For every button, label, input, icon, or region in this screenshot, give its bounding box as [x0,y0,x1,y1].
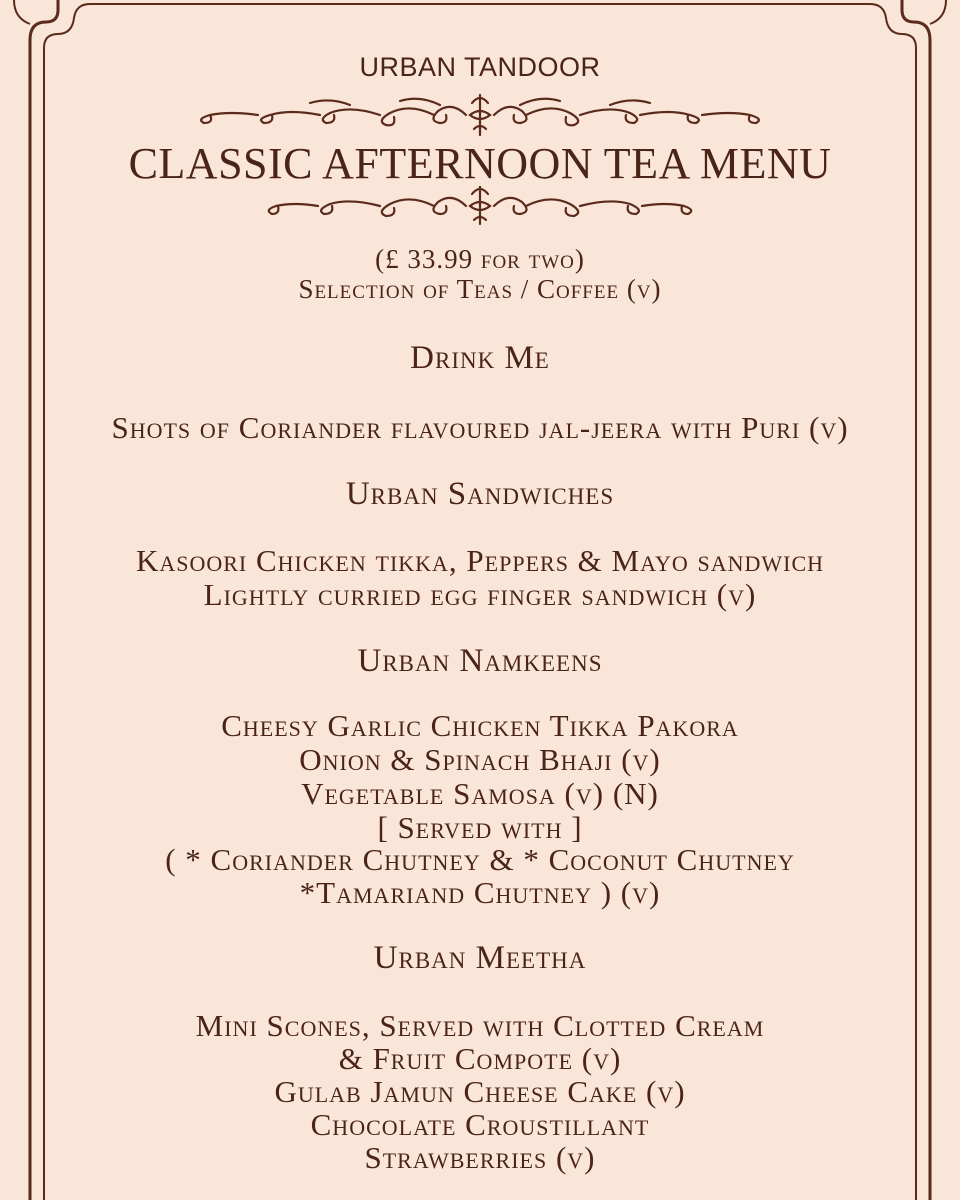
section-heading: Urban Sandwiches [345,476,615,512]
menu-item: Gulab Jamun Cheese Cake (v) [274,1074,686,1109]
menu-item: *Tamariand Chutney ) (v) [299,875,661,910]
menu-item: Vegetable Samosa (v) (N) [301,776,659,811]
section-heading: Urban Meetha [373,940,587,976]
scroll-flourish-icon [60,186,900,230]
menu-item: Mini Scones, Served with Clotted Cream [195,1008,765,1043]
menu-item: ( * Coriander Chutney & * Coconut Chutney [165,842,795,877]
menu-item: Chocolate Croustillant [310,1107,650,1142]
menu-item: Kasoori Chicken tikka, Peppers & Mayo sandwich [135,543,825,578]
menu-item: Cheesy Garlic Chicken Tikka Pakora [221,708,739,743]
price-text: (£ 33.99 for two) [375,244,585,274]
menu-item: [ Served with ] [377,810,583,845]
menu-item: Shots of Coriander flavoured jal-jeera with Puri (v) [111,410,849,445]
menu-item: Lightly curried egg finger sandwich (v) [203,577,757,612]
menu-item: Strawberries (v) [364,1140,596,1175]
section-heading: Drink Me [410,340,550,376]
beverages-text: Selection of Teas / Coffee (v) [298,274,662,304]
restaurant-name: URBAN TANDOOR [359,52,601,82]
scroll-flourish-icon [60,93,900,141]
menu-title: CLASSIC AFTERNOON TEA MENU [128,139,832,188]
menu-item: Onion & Spinach Bhaji (v) [299,742,661,777]
menu-item: & Fruit Compote (v) [338,1041,622,1076]
section-heading: Urban Namkeens [357,643,603,679]
